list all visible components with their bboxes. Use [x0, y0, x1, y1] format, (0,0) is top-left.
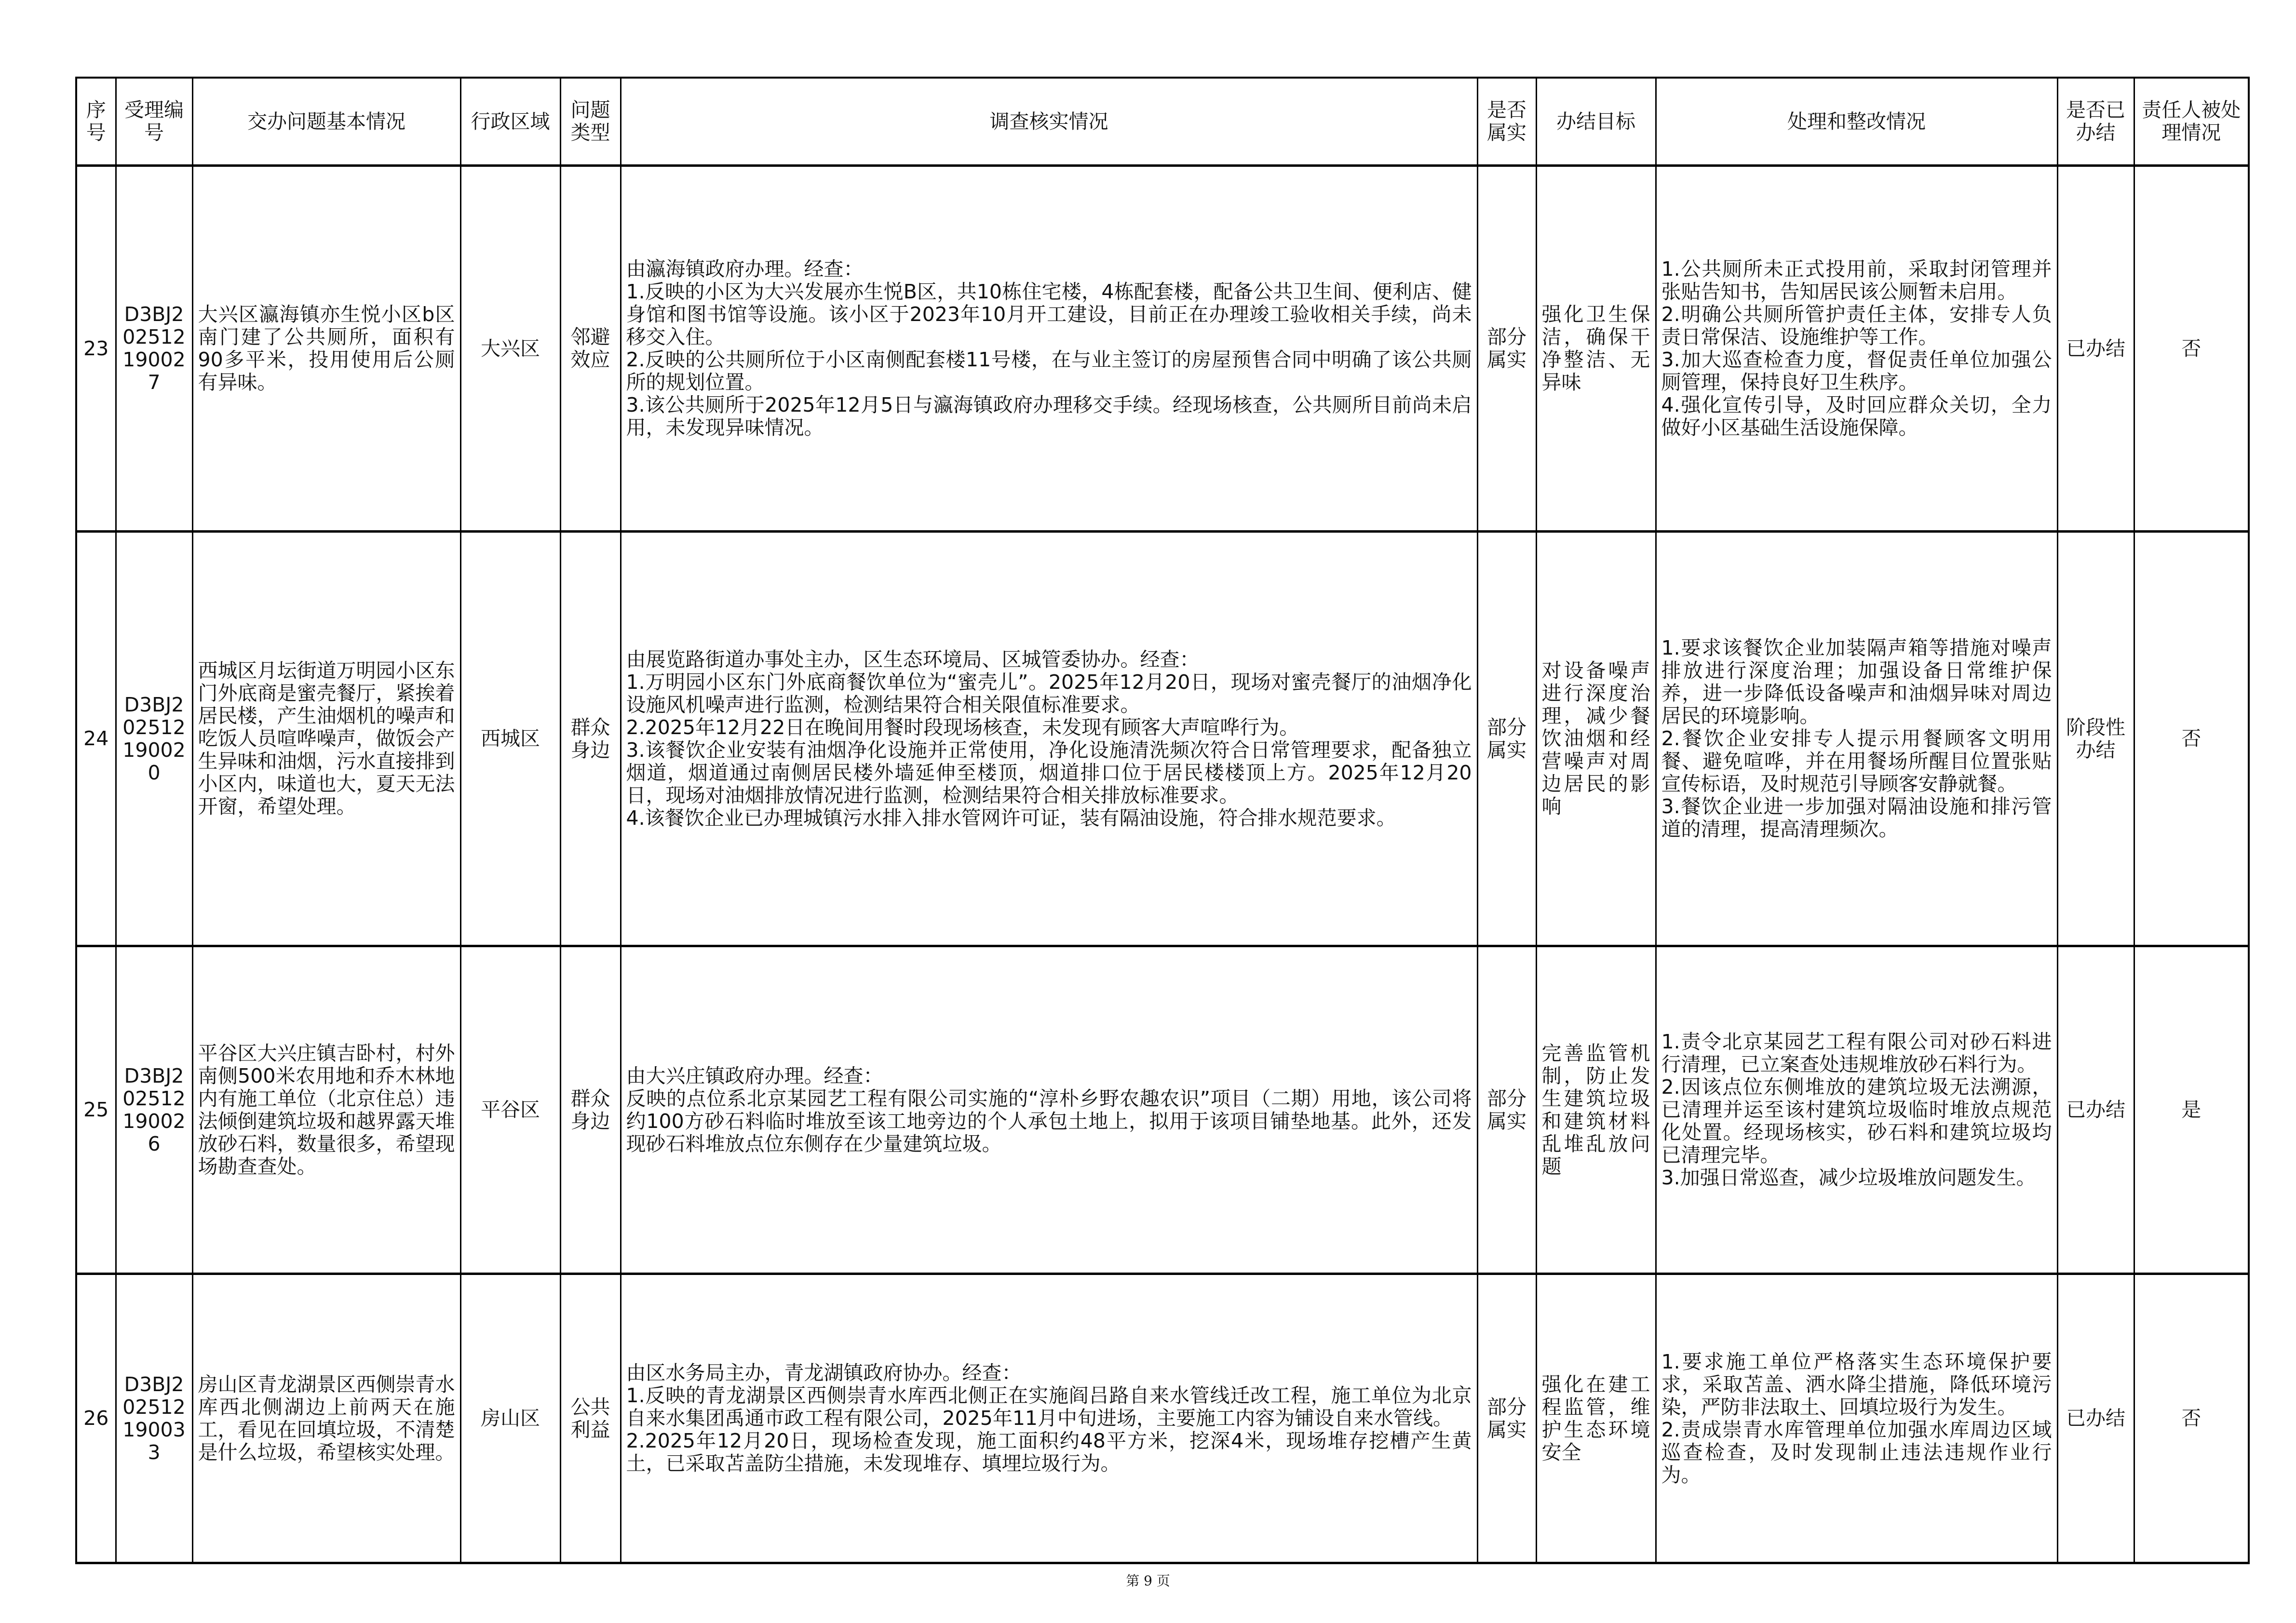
header-district: 行政区域 — [460, 78, 560, 166]
cell-no: 25 — [76, 946, 116, 1274]
cell-district: 房山区 — [460, 1274, 560, 1563]
cell-code: D3BJ202512190033 — [116, 1274, 192, 1563]
cell-punished: 否 — [2134, 532, 2249, 946]
cell-goal: 对设备噪声进行深度治理，减少餐饮油烟和经营噪声对周边居民的影响 — [1536, 532, 1656, 946]
cell-type: 群众身边 — [560, 532, 621, 946]
header-investigation: 调查核实情况 — [621, 78, 1477, 166]
page-number: 第 9 页 — [1126, 1573, 1170, 1589]
cell-code: D3BJ202512190027 — [116, 166, 192, 532]
cell-issue: 西城区月坛街道万明园小区东门外底商是蜜壳餐厅，紧挨着居民楼，产生油烟机的噪声和吃饭人员喧哗噪声，做饭会产生异味和油烟，污水直接排到小区内，味道也大，夏天无法开窗，希望处理。 — [192, 532, 460, 946]
cell-district: 西城区 — [460, 532, 560, 946]
header-type: 问题类型 — [560, 78, 621, 166]
cell-goal: 强化在建工程监管，维护生态环境安全 — [1536, 1274, 1656, 1563]
cell-closed: 已办结 — [2057, 946, 2134, 1274]
cell-verified: 部分属实 — [1477, 1274, 1536, 1563]
cell-type: 群众身边 — [560, 946, 621, 1274]
cell-investigation: 由大兴庄镇政府办理。经查： 反映的点位系北京某园艺工程有限公司实施的“淳朴乡野农趣农识”项目（二期）用地，该公司将约100方砂石料临时堆放至该工地旁边的个人承包土地上，拟用于该项目铺垫地基。此外，还发现砂石料堆放点位东侧存在少量建筑垃圾。 — [621, 946, 1477, 1274]
cell-type: 邻避效应 — [560, 166, 621, 532]
cell-issue: 房山区青龙湖景区西侧崇青水库西北侧湖边上前两天在施工，看见在回填垃圾，不清楚是什么垃圾，希望核实处理。 — [192, 1274, 460, 1563]
header-issue: 交办问题基本情况 — [192, 78, 460, 166]
cell-handling: 1.要求施工单位严格落实生态环境保护要求，采取苫盖、洒水降尘措施，降低环境污染，严防非法取土、回填垃圾行为发生。 2.责成崇青水库管理单位加强水库周边区域巡查检查，及时发现制止违法违规作业行为。 — [1656, 1274, 2057, 1563]
cell-closed: 阶段性办结 — [2057, 532, 2134, 946]
header-verified: 是否属实 — [1477, 78, 1536, 166]
table-row — [76, 166, 2249, 532]
cell-closed: 已办结 — [2057, 1274, 2134, 1563]
cell-issue: 大兴区瀛海镇亦生悦小区b区南门建了公共厕所，面积有90多平米，投用使用后公厕有异味。 — [192, 166, 460, 532]
cell-handling: 1.公共厕所未正式投用前，采取封闭管理并张贴告知书，告知居民该公厕暂未启用。 2.明确公共厕所管护责任主体，安排专人负责日常保洁、设施维护等工作。 3.加大巡查检查力度，督促责任单位加强公厕管理，保持良好卫生秩序。 4.强化宣传引导，及时回应群众关切，全力做好小区基础生活设施保障。 — [1656, 166, 2057, 532]
cell-no: 26 — [76, 1274, 116, 1563]
cell-handling: 1.责令北京某园艺工程有限公司对砂石料进行清理，已立案查处违规堆放砂石料行为。 2.因该点位东侧堆放的建筑垃圾无法溯源，已清理并运至该村建筑垃圾临时堆放点规范化处置。经现场核实，砂石料和建筑垃圾均已清理完毕。 3.加强日常巡查，减少垃圾堆放问题发生。 — [1656, 946, 2057, 1274]
header-goal: 办结目标 — [1536, 78, 1656, 166]
cell-punished: 否 — [2134, 166, 2249, 532]
cell-goal: 强化卫生保洁，确保干净整洁、无异味 — [1536, 166, 1656, 532]
header-handling: 处理和整改情况 — [1656, 78, 2057, 166]
table-row — [76, 532, 2249, 946]
header-punished: 责任人被处理情况 — [2134, 78, 2249, 166]
cell-handling: 1.要求该餐饮企业加装隔声箱等措施对噪声排放进行深度治理；加强设备日常维护保养，进一步降低设备噪声和油烟异味对周边居民的环境影响。 2.餐饮企业安排专人提示用餐顾客文明用餐、避免喧哗，并在用餐场所醒目位置张贴宣传标语，及时规范引导顾客安静就餐。 3.餐饮企业进一步加强对隔油设施和排污管道的清理，提高清理频次。 — [1656, 532, 2057, 946]
table-row — [76, 946, 2249, 1274]
cell-punished: 否 — [2134, 1274, 2249, 1563]
header-closed: 是否已办结 — [2057, 78, 2134, 166]
cell-investigation: 由瀛海镇政府办理。经查： 1.反映的小区为大兴发展亦生悦B区，共10栋住宅楼，4栋配套楼，配备公共卫生间、便利店、健身馆和图书馆等设施。该小区于2023年10月开工建设，目前正在办理竣工验收相关手续，尚未移交入住。 2.反映的公共厕所位于小区南侧配套楼11号楼，在与业主签订的房屋预售合同中明确了该公共厕所的规划位置。 3.该公共厕所于2025年12月5日与瀛海镇政府办理移交手续。经现场核查，公共厕所目前尚未启用，未发现异味情况。 — [621, 166, 1477, 532]
cell-investigation: 由区水务局主办，青龙湖镇政府协办。经查： 1.反映的青龙湖景区西侧崇青水库西北侧正在实施阎吕路自来水管线迁改工程，施工单位为北京自来水集团禹通市政工程有限公司，2025年11月中旬进场，主要施工内容为铺设自来水管线。 2.2025年12月20日，现场检查发现，施工面积约48平方米，挖深4米，现场堆存挖槽产生黄土，已采取苫盖防尘措施，未发现堆存、填埋垃圾行为。 — [621, 1274, 1477, 1563]
cell-issue: 平谷区大兴庄镇吉卧村，村外南侧500米农用地和乔木林地内有施工单位（北京住总）违法倾倒建筑垃圾和越界露天堆放砂石料，数量很多，希望现场勘查查处。 — [192, 946, 460, 1274]
cell-code: D3BJ202512190020 — [116, 532, 192, 946]
cell-no: 23 — [76, 166, 116, 532]
cell-no: 24 — [76, 532, 116, 946]
header-row — [76, 78, 2249, 166]
case-table — [75, 77, 2250, 1564]
cell-district: 大兴区 — [460, 166, 560, 532]
cell-verified: 部分属实 — [1477, 532, 1536, 946]
cell-verified: 部分属实 — [1477, 166, 1536, 532]
table-row — [76, 1274, 2249, 1563]
cell-verified: 部分属实 — [1477, 946, 1536, 1274]
cell-punished: 是 — [2134, 946, 2249, 1274]
cell-investigation: 由展览路街道办事处主办，区生态环境局、区城管委协办。经查： 1.万明园小区东门外底商餐饮单位为“蜜壳儿”。2025年12月20日，现场对蜜壳餐厅的油烟净化设施风机噪声进行监测，检测结果符合相关限值标准要求。 2.2025年12月22日在晚间用餐时段现场核查，未发现有顾客大声喧哗行为。 3.该餐饮企业安装有油烟净化设施并正常使用，净化设施清洗频次符合日常管理要求，配备独立烟道，烟道通过南侧居民楼外墙延伸至楼顶，烟道排口位于居民楼楼顶上方。2025年12月20日，现场对油烟排放情况进行监测，检测结果符合相关排放标准要求。 4.该餐饮企业已办理城镇污水排入排水管网许可证，装有隔油设施，符合排水规范要求。 — [621, 532, 1477, 946]
header-code: 受理编号 — [116, 78, 192, 166]
header-no: 序号 — [76, 78, 116, 166]
cell-district: 平谷区 — [460, 946, 560, 1274]
cell-goal: 完善监管机制，防止发生建筑垃圾和建筑材料乱堆乱放问题 — [1536, 946, 1656, 1274]
cell-closed: 已办结 — [2057, 166, 2134, 532]
cell-type: 公共利益 — [560, 1274, 621, 1563]
cell-code: D3BJ202512190026 — [116, 946, 192, 1274]
